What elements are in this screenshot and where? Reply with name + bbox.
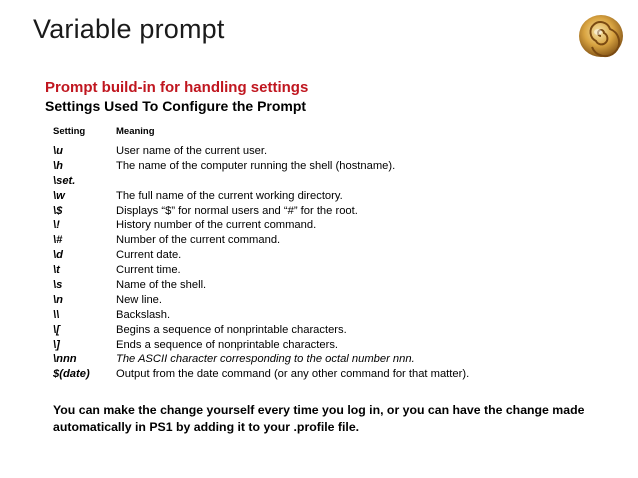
setting-meaning: Output from the date command (or any other command for that matter). (116, 368, 470, 381)
setting-meaning: User name of the current user. (116, 145, 268, 157)
setting-code: \w (53, 189, 65, 202)
setting-code: \h (53, 159, 63, 172)
setting-meaning: Current date. (116, 249, 182, 262)
setting-meaning: The ASCII character corresponding to the octal number nnn. (116, 353, 415, 366)
setting-code: \s (53, 279, 63, 292)
setting-meaning: The full name of the current working directory. (116, 189, 343, 202)
setting-code: \d (53, 249, 63, 262)
setting-meaning: Displays “$” for normal users and “#” for the root. (116, 204, 358, 217)
setting-code: \# (53, 234, 63, 247)
setting-code: \! (53, 219, 60, 232)
setting-meaning: Begins a sequence of nonprintable characters. (116, 323, 347, 336)
spiral-shell-logo-icon (576, 10, 626, 60)
setting-code: \$ (53, 204, 63, 217)
section-subtitle: Prompt build-in for handling settings (45, 79, 309, 96)
header-meaning: Meaning (116, 126, 155, 137)
setting-code: \t (53, 264, 60, 277)
setting-code: \\ (53, 308, 60, 321)
setting-meaning: Current time. (116, 264, 181, 277)
setting-code: $(date) (53, 368, 90, 381)
slide-title: Variable prompt (33, 14, 225, 44)
setting-meaning: New line. (116, 293, 163, 306)
setting-meaning: Ends a sequence of nonprintable characters. (116, 338, 339, 351)
footer-note: You can make the change yourself every time you log in, or you can have the change made automatically in PS1 by adding it to your .profile file. (53, 403, 585, 434)
table-caption: Settings Used To Configure the Prompt (45, 98, 307, 114)
setting-meaning: Number of the current command. (116, 234, 281, 247)
setting-code: \nnn (53, 353, 77, 366)
setting-code: \n (53, 293, 63, 306)
setting-meaning: The name of the computer running the shell (hostname). (116, 159, 396, 172)
setting-meaning: Backslash. (116, 308, 171, 321)
setting-code: \set. (53, 174, 76, 187)
setting-code: \] (53, 338, 60, 351)
setting-code: \[ (53, 323, 60, 336)
setting-code: \u (53, 145, 63, 157)
header-setting: Setting (53, 126, 86, 137)
setting-meaning: History number of the current command. (116, 219, 317, 232)
setting-meaning: Name of the shell. (116, 279, 207, 292)
